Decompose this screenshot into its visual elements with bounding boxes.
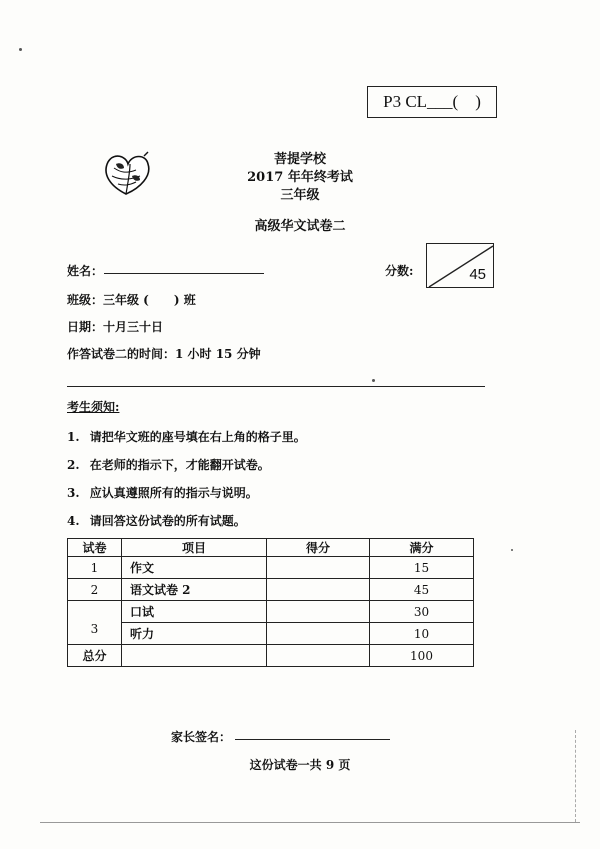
table-cell-score[interactable]: [267, 623, 370, 645]
scan-edge-line: [40, 822, 580, 823]
table-cell-paper: 1: [68, 557, 122, 579]
table-cell-full: 30: [370, 601, 474, 623]
scan-speck: [19, 48, 22, 51]
table-row: [68, 557, 474, 579]
parent-signature-label: 家长签名：: [171, 730, 232, 744]
school-name: 菩提学校: [273, 152, 326, 167]
notice-item-number: 4.: [67, 514, 80, 528]
table-cell-item: 作文: [122, 557, 267, 579]
exam-name: 2017 年年终考试: [247, 170, 353, 185]
table-total-row: [68, 645, 474, 667]
table-cell-item: 语文试卷 2: [122, 579, 267, 601]
notice-item: [67, 512, 246, 529]
page-count-note: 这份试卷一共 9 页: [249, 758, 351, 772]
table-cell-full: 10: [370, 623, 474, 645]
table-cell-full: 45: [370, 579, 474, 601]
table-row: [68, 601, 474, 623]
notice-item: [67, 456, 270, 473]
table-cell-item: 听力: [122, 623, 267, 645]
table-cell-score[interactable]: [267, 579, 370, 601]
score-label: 分数:: [385, 264, 414, 278]
notice-item-text: 在老师的指示下，才能翻开试卷。: [89, 458, 270, 472]
table-cell-score[interactable]: [267, 645, 370, 667]
date-label: 日期：十月三十日: [67, 320, 164, 334]
scan-speck: [372, 379, 375, 382]
scan-speck: [511, 549, 513, 551]
name-field-line[interactable]: [104, 273, 264, 274]
section-divider: [67, 386, 485, 387]
table-header-cell: 项目: [122, 539, 267, 557]
notice-item-number: 1.: [67, 430, 80, 444]
table-cell-full: 15: [370, 557, 474, 579]
table-cell-score[interactable]: [267, 601, 370, 623]
table-cell-total-full: 100: [370, 645, 474, 667]
notice-item-text: 请回答这份试卷的所有试题。: [89, 514, 246, 528]
table-cell-paper: 2: [68, 579, 122, 601]
notice-item: [67, 428, 306, 445]
parent-signature-line[interactable]: [235, 739, 390, 740]
table-header-cell: 得分: [267, 539, 370, 557]
table-row: [68, 579, 474, 601]
table-cell-score[interactable]: [267, 557, 370, 579]
class-number-box: [367, 86, 497, 118]
table-header-cell: 试卷: [68, 539, 122, 557]
notice-title: 考生须知:: [67, 400, 120, 414]
table-cell-item: [122, 645, 267, 667]
score-box: [426, 243, 494, 288]
class-label: 班级：三年级 ( ) 班: [67, 293, 196, 307]
notice-item-number: 2.: [67, 458, 80, 472]
notice-item-text: 请把华文班的座号填在右上角的格子里。: [89, 430, 306, 444]
table-cell-paper: 3: [68, 601, 122, 645]
notice-item: [67, 484, 258, 501]
grade-label: 三年级: [280, 188, 320, 203]
table-cell-item: 口试: [122, 601, 267, 623]
table-cell-total-label: 总分: [68, 645, 122, 667]
notice-item-text: 应认真遵照所有的指示与说明。: [89, 486, 258, 500]
score-total: 45: [469, 266, 486, 283]
table-header-row: [68, 539, 474, 557]
scan-edge-line: [575, 730, 577, 822]
time-label: 作答试卷二的时间：1 小时 15 分钟: [67, 347, 261, 361]
score-table: [67, 538, 474, 667]
paper-title: 高级华文试卷二: [254, 219, 346, 234]
name-label: 姓名：: [67, 264, 104, 278]
table-row: [68, 623, 474, 645]
table-header-cell: 满分: [370, 539, 474, 557]
class-number-label: P3 CL___( ): [383, 92, 481, 111]
notice-item-number: 3.: [67, 486, 80, 500]
